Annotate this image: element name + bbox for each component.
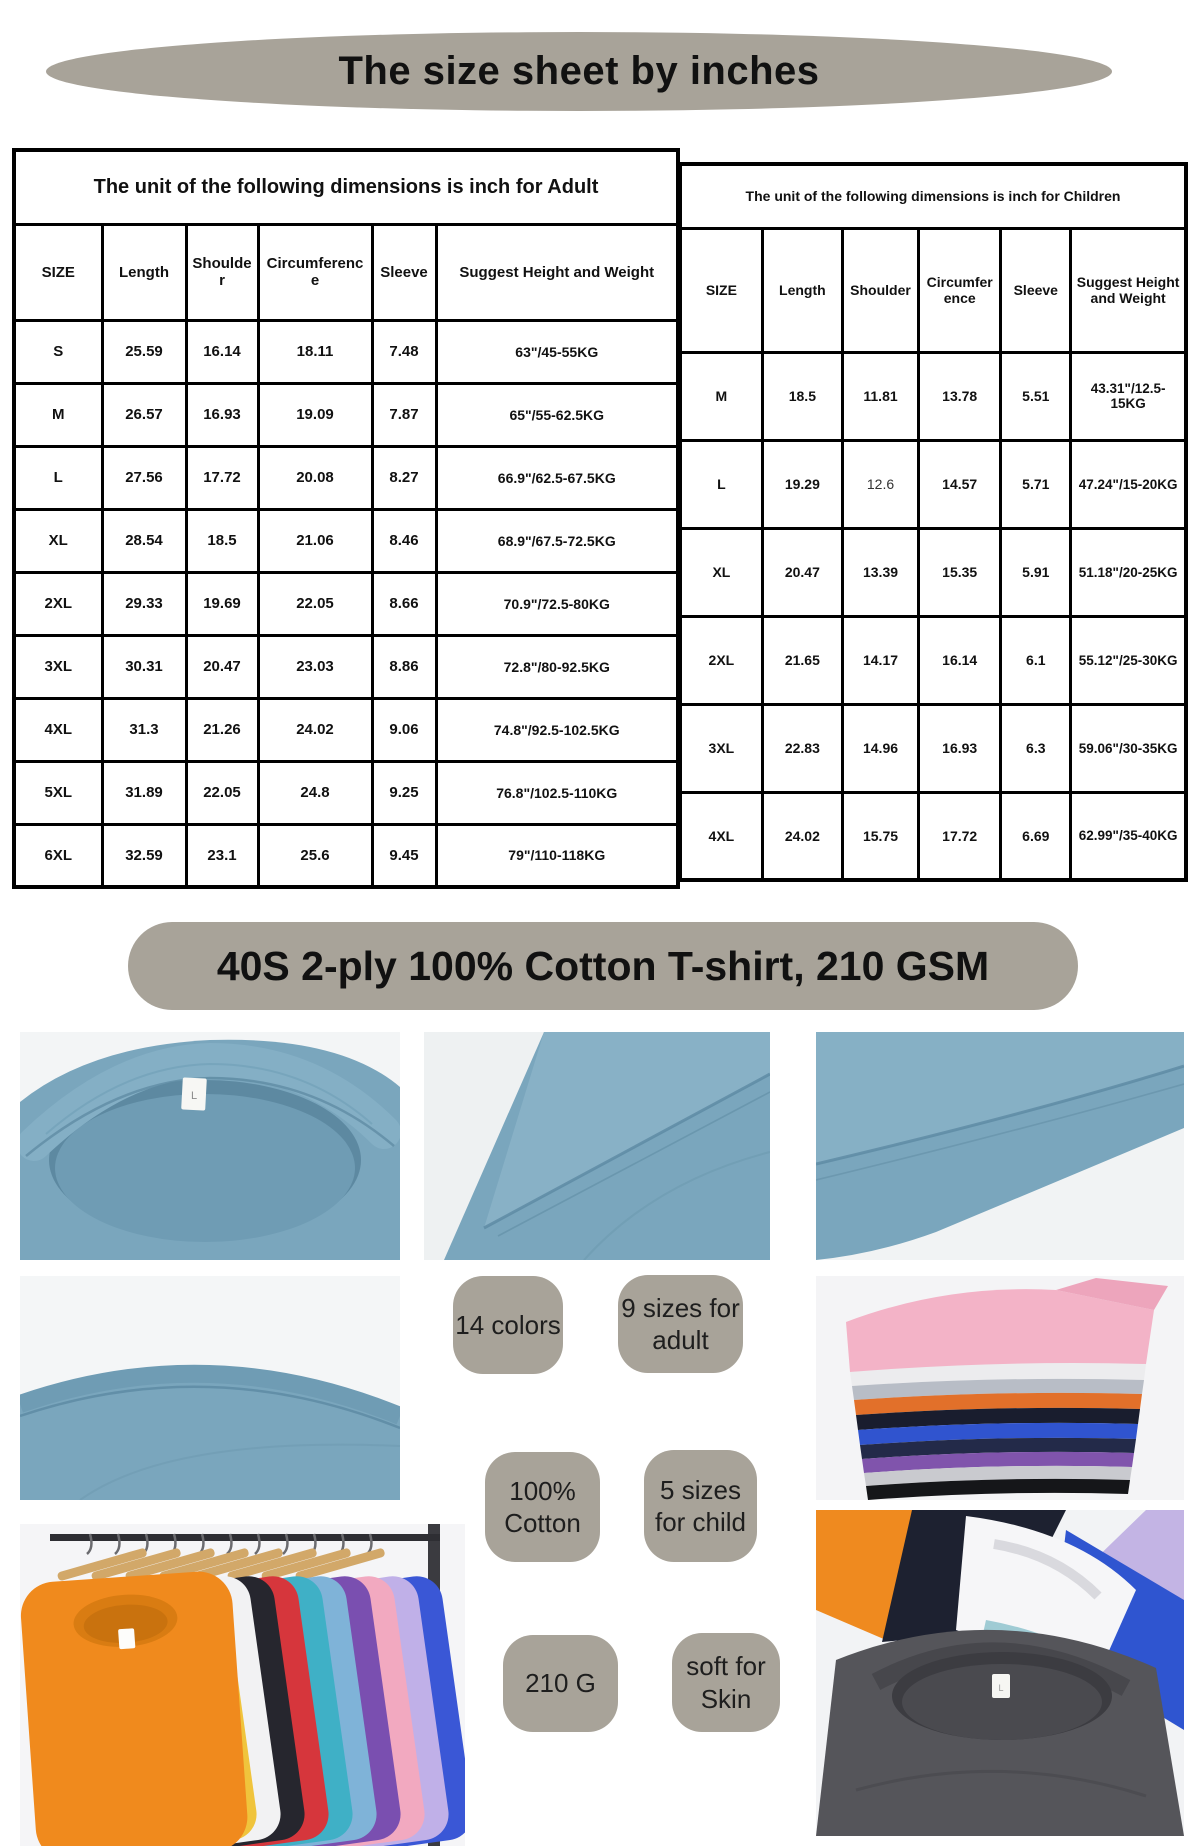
children-table-title-row xyxy=(680,164,1186,228)
table-cell: 5.91 xyxy=(1001,528,1071,616)
children-table-title: The unit of the following dimensions is inch for Children xyxy=(680,164,1186,228)
column-header-suggest: Suggest Height and Weight xyxy=(436,224,678,320)
table-cell: 13.39 xyxy=(842,528,918,616)
table-cell: 5.51 xyxy=(1001,352,1071,440)
photo-hanging-shirts xyxy=(20,1524,465,1846)
page-title: The size sheet by inches xyxy=(338,49,820,93)
table-row xyxy=(14,320,678,383)
table-cell: 8.86 xyxy=(372,635,436,698)
table-cell: 16.93 xyxy=(919,704,1001,792)
feature-badge-label: 100% Cotton xyxy=(504,1475,581,1538)
table-cell: 9.45 xyxy=(372,824,436,887)
feature-badge-weight xyxy=(503,1635,618,1732)
table-cell: 31.3 xyxy=(102,698,186,761)
table-cell: 4XL xyxy=(14,698,102,761)
table-cell: 30.31 xyxy=(102,635,186,698)
product-title: 40S 2-ply 100% Cotton T-shirt, 210 GSM xyxy=(216,942,990,989)
table-cell: 3XL xyxy=(680,704,762,792)
shirt-pile-illustration xyxy=(816,1510,1184,1836)
photo-neckline-closeup xyxy=(20,1276,400,1500)
photo-collar-closeup xyxy=(20,1032,400,1260)
table-cell: 29.33 xyxy=(102,572,186,635)
feature-badge-adult-sizes xyxy=(618,1275,743,1373)
table-cell: M xyxy=(680,352,762,440)
table-cell: 25.6 xyxy=(258,824,372,887)
table-cell: 74.8"/92.5-102.5KG xyxy=(436,698,678,761)
column-header-sleeve: Sleeve xyxy=(1001,228,1071,352)
table-cell: 70.9"/72.5-80KG xyxy=(436,572,678,635)
table-cell: 6.1 xyxy=(1001,616,1071,704)
table-row xyxy=(14,698,678,761)
table-cell: 9.25 xyxy=(372,761,436,824)
table-row xyxy=(680,528,1186,616)
table-cell: 24.02 xyxy=(258,698,372,761)
table-cell: 43.31"/12.5-15KG xyxy=(1071,352,1186,440)
table-row xyxy=(14,572,678,635)
adult-table-body xyxy=(14,320,678,887)
table-cell: 21.65 xyxy=(762,616,842,704)
feature-badge-label: 210 G xyxy=(525,1668,596,1699)
table-row xyxy=(680,616,1186,704)
table-cell: 20.47 xyxy=(762,528,842,616)
adult-table-title: The unit of the following dimensions is inch for Adult xyxy=(14,150,678,224)
adult-table-title-row xyxy=(14,150,678,224)
adult-size-table xyxy=(12,148,680,889)
feature-badge-label: 14 colors xyxy=(455,1309,561,1340)
table-cell: 8.46 xyxy=(372,509,436,572)
header-badge xyxy=(46,32,1112,111)
column-header-shoulder: Shoulder xyxy=(842,228,918,352)
photo-sleeve-fold xyxy=(424,1032,770,1260)
table-cell: 25.59 xyxy=(102,320,186,383)
table-cell: 5.71 xyxy=(1001,440,1071,528)
table-cell: 31.89 xyxy=(102,761,186,824)
table-cell: 66.9"/62.5-67.5KG xyxy=(436,446,678,509)
children-table-body xyxy=(680,352,1186,880)
table-cell: 23.03 xyxy=(258,635,372,698)
feature-badge-soft xyxy=(672,1633,780,1732)
table-row xyxy=(14,509,678,572)
shoulder-seam-illustration xyxy=(816,1032,1184,1260)
table-cell: 15.35 xyxy=(919,528,1001,616)
table-cell: 51.18"/20-25KG xyxy=(1071,528,1186,616)
table-cell: 13.78 xyxy=(919,352,1001,440)
table-cell: 3XL xyxy=(14,635,102,698)
table-row xyxy=(680,352,1186,440)
table-cell: 24.02 xyxy=(762,792,842,880)
table-cell: 24.8 xyxy=(258,761,372,824)
product-badge xyxy=(128,922,1078,1010)
column-header-length: Length xyxy=(102,224,186,320)
table-cell: 6.3 xyxy=(1001,704,1071,792)
table-cell: 16.93 xyxy=(186,383,258,446)
table-cell: 6XL xyxy=(14,824,102,887)
table-cell: 14.96 xyxy=(842,704,918,792)
feature-badge-child-sizes xyxy=(644,1450,757,1562)
folded-stack-illustration xyxy=(816,1276,1184,1500)
photo-folded-shirt-stack xyxy=(816,1276,1184,1500)
feature-badge-colors xyxy=(453,1276,563,1374)
table-cell: 7.48 xyxy=(372,320,436,383)
table-cell: 79"/110-118KG xyxy=(436,824,678,887)
column-header-size: SIZE xyxy=(680,228,762,352)
table-cell: 11.81 xyxy=(842,352,918,440)
table-cell: XL xyxy=(680,528,762,616)
table-cell: 47.24"/15-20KG xyxy=(1071,440,1186,528)
table-cell: 6.69 xyxy=(1001,792,1071,880)
table-cell: 2XL xyxy=(14,572,102,635)
children-table-header-row xyxy=(680,228,1186,352)
table-cell: 27.56 xyxy=(102,446,186,509)
photo-shirt-pile xyxy=(816,1510,1184,1836)
table-cell: 14.17 xyxy=(842,616,918,704)
table-cell: 22.83 xyxy=(762,704,842,792)
table-cell: 22.05 xyxy=(186,761,258,824)
table-cell: M xyxy=(14,383,102,446)
column-header-circumference: Circumference xyxy=(919,228,1001,352)
table-cell: 63"/45-55KG xyxy=(436,320,678,383)
table-cell: 21.26 xyxy=(186,698,258,761)
table-cell: 28.54 xyxy=(102,509,186,572)
children-size-table xyxy=(678,162,1188,882)
feature-badge-label: soft for Skin xyxy=(686,1651,766,1714)
table-row xyxy=(14,383,678,446)
table-row xyxy=(680,704,1186,792)
column-header-shoulder: Shoulder xyxy=(186,224,258,320)
table-cell: 12.6 xyxy=(842,440,918,528)
table-cell: 72.8"/80-92.5KG xyxy=(436,635,678,698)
table-cell: 20.47 xyxy=(186,635,258,698)
table-cell: S xyxy=(14,320,102,383)
size-tag-label: L xyxy=(190,1090,198,1102)
column-header-length: Length xyxy=(762,228,842,352)
photo-shoulder-seam xyxy=(816,1032,1184,1260)
table-cell: 22.05 xyxy=(258,572,372,635)
feature-badge-label: 5 sizes for child xyxy=(654,1474,747,1537)
column-header-sleeve: Sleeve xyxy=(372,224,436,320)
table-cell: L xyxy=(680,440,762,528)
feature-badge-label: 9 sizes for adult xyxy=(621,1292,740,1355)
hanging-shirts-illustration xyxy=(20,1524,465,1846)
table-cell: 62.99"/35-40KG xyxy=(1071,792,1186,880)
table-cell: 20.08 xyxy=(258,446,372,509)
table-cell: 5XL xyxy=(14,761,102,824)
table-cell: 7.87 xyxy=(372,383,436,446)
table-cell: 8.27 xyxy=(372,446,436,509)
table-row xyxy=(680,440,1186,528)
table-row xyxy=(14,761,678,824)
table-cell: 18.5 xyxy=(762,352,842,440)
column-header-circumference: Circumference xyxy=(258,224,372,320)
table-cell: 18.11 xyxy=(258,320,372,383)
table-cell: 19.29 xyxy=(762,440,842,528)
table-cell: 9.06 xyxy=(372,698,436,761)
table-cell: XL xyxy=(14,509,102,572)
table-row xyxy=(14,446,678,509)
table-cell: 65"/55-62.5KG xyxy=(436,383,678,446)
table-cell: 55.12"/25-30KG xyxy=(1071,616,1186,704)
table-cell: 23.1 xyxy=(186,824,258,887)
table-cell: 59.06"/30-35KG xyxy=(1071,704,1186,792)
table-cell: 68.9"/67.5-72.5KG xyxy=(436,509,678,572)
table-cell: 4XL xyxy=(680,792,762,880)
table-row xyxy=(680,792,1186,880)
neckline-illustration xyxy=(20,1276,400,1500)
table-cell: 2XL xyxy=(680,616,762,704)
table-cell: 32.59 xyxy=(102,824,186,887)
feature-badge-cotton xyxy=(485,1452,600,1562)
table-cell: 19.69 xyxy=(186,572,258,635)
table-cell: 15.75 xyxy=(842,792,918,880)
table-row xyxy=(14,635,678,698)
column-header-suggest: Suggest Height and Weight xyxy=(1071,228,1186,352)
column-header-size: SIZE xyxy=(14,224,102,320)
table-cell: 14.57 xyxy=(919,440,1001,528)
table-cell: 18.5 xyxy=(186,509,258,572)
table-cell: 21.06 xyxy=(258,509,372,572)
sleeve-fold-illustration xyxy=(424,1032,770,1260)
table-cell: 26.57 xyxy=(102,383,186,446)
table-cell: 76.8"/102.5-110KG xyxy=(436,761,678,824)
table-cell: 16.14 xyxy=(919,616,1001,704)
table-cell: L xyxy=(14,446,102,509)
size-tag-label: L xyxy=(998,1683,1004,1693)
collar-closeup-illustration xyxy=(20,1032,400,1260)
table-cell: 17.72 xyxy=(919,792,1001,880)
table-cell: 8.66 xyxy=(372,572,436,635)
table-cell: 17.72 xyxy=(186,446,258,509)
table-cell: 19.09 xyxy=(258,383,372,446)
adult-table-header-row xyxy=(14,224,678,320)
table-row xyxy=(14,824,678,887)
table-cell: 16.14 xyxy=(186,320,258,383)
